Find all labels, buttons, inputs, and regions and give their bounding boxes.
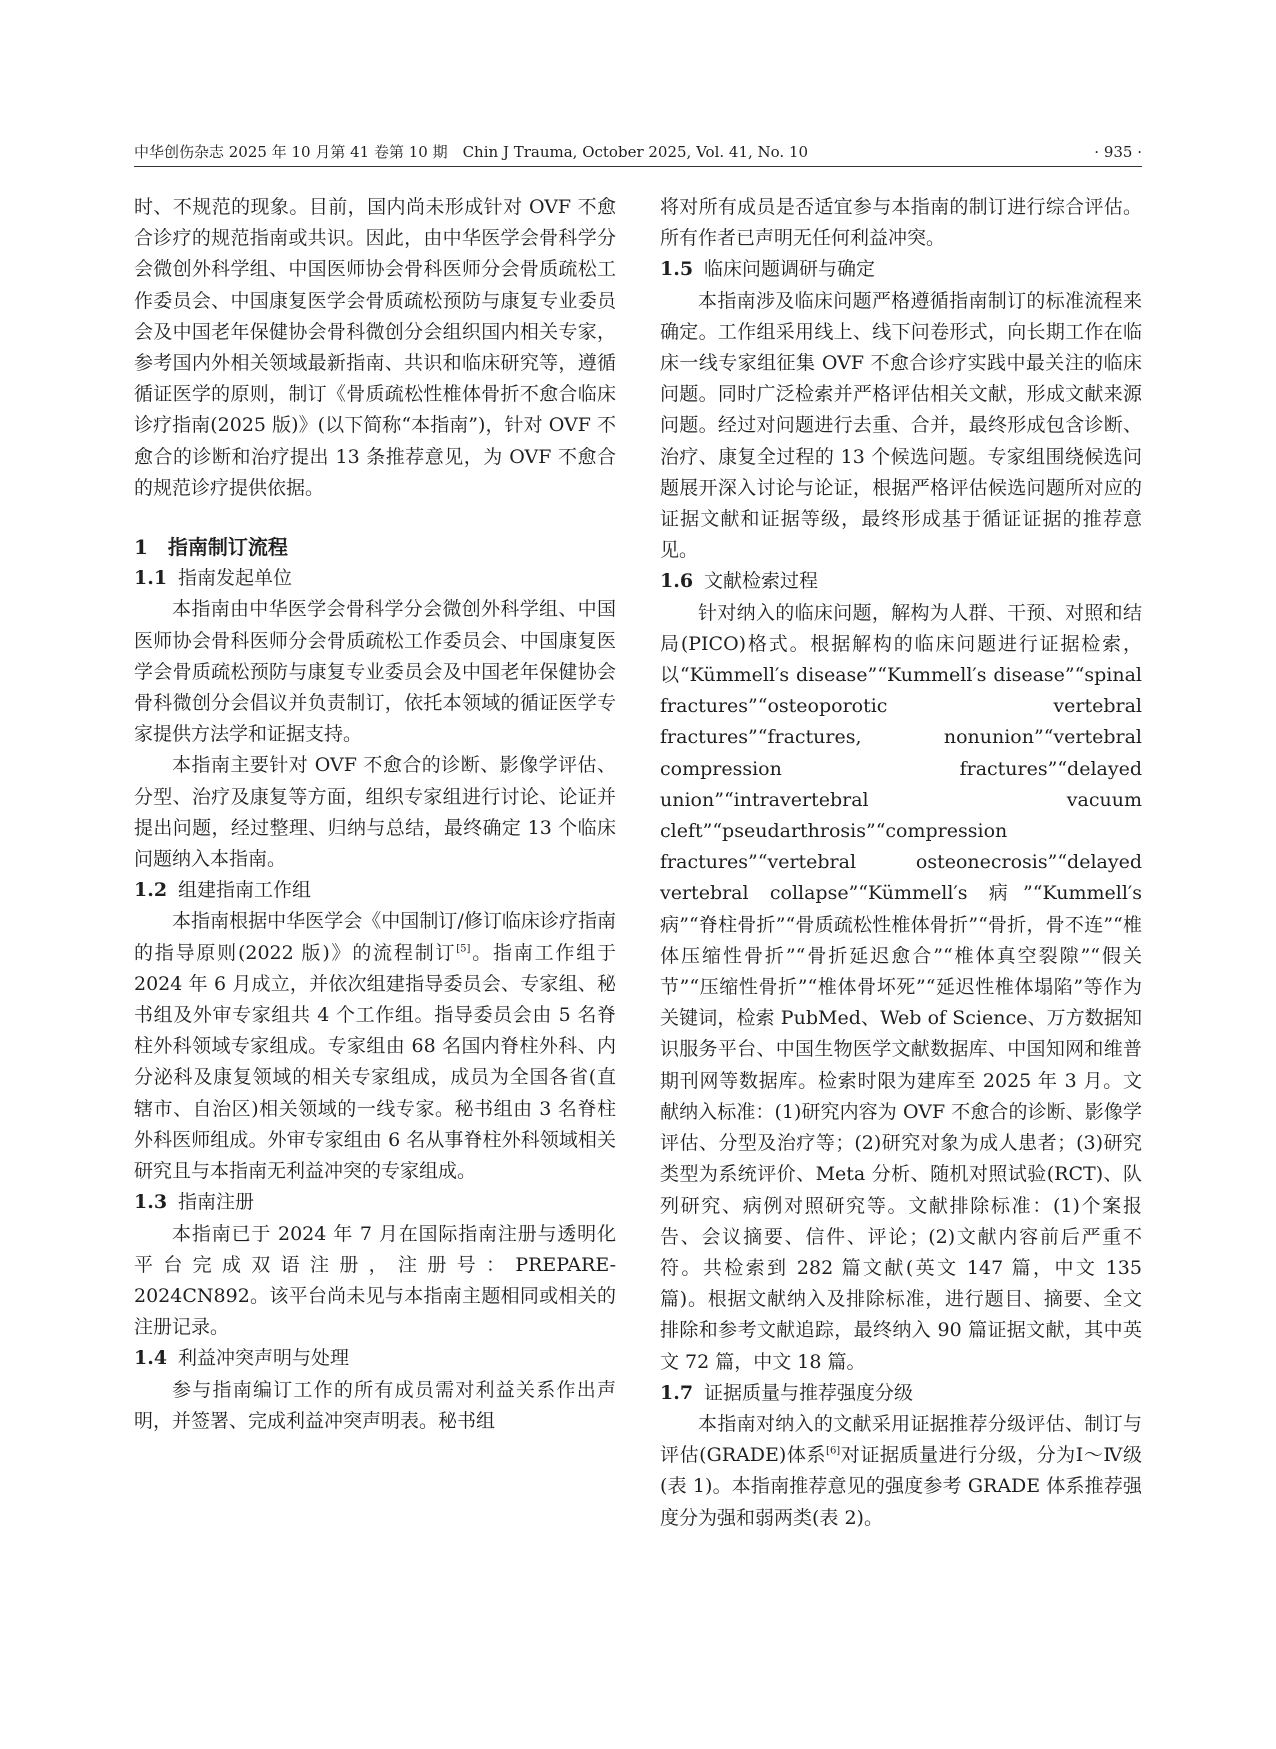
paragraph bbox=[660, 1409, 1142, 1534]
subsection-number: 1.1 bbox=[134, 567, 168, 590]
subsection-title: 临床问题调研与确定 bbox=[704, 258, 876, 281]
paragraph-text: 本指南根据中华医学会《中国制订/修订临床诊疗指南的指导原则(2022 版)》的流程制订 bbox=[134, 910, 616, 964]
subsection-heading-1-3 bbox=[134, 1187, 616, 1218]
paragraph: 针对纳入的临床问题，解构为人群、干预、对照和结局(PICO)格式。根据解构的临床问题进行证据检索，以“Kümmell′s disease”“Kummell′s disease”“spinal fractures”“osteoporotic vertebral fractures”“fractures, nonunion”“vertebral compression fractures”“delayed union”“intravertebral vacuum cleft”“pseudarthrosis”“compression fractures”“vertebral osteonecrosis”“delayed vertebral collapse”“Kümmell′s 病”“Kummell′s 病”“脊柱骨折”“骨质疏松性椎体骨折”“骨折，骨不连”“椎体压缩性骨折”“骨折延迟愈合”“椎体真空裂隙”“假关节”“压缩性骨折”“椎体骨坏死”“延迟性椎体塌陷”等作为关键词，检索 PubMed、Web of Science、万方数据知识服务平台、中国生物医学文献数据库、中国知网和维普期刊网等数据库。检索时限为建库至 2025 年 3 月。文献纳入标准：(1)研究内容为 OVF 不愈合的诊断、影像学评估、分型及治疗等；(2)研究对象为成人患者；(3)研究类型为系统评价、Meta 分析、随机对照试验(RCT)、队列研究、病例对照研究等。文献排除标准：(1)个案报告、会议摘要、信件、评论；(2)文献内容前后严重不符。共检索到 282 篇文献(英文 147 篇，中文 135 篇)。根据文献纳入及排除标准，进行题目、摘要、全文排除和参考文献追踪，最终纳入 90 篇证据文献，其中英文 72 篇，中文 18 篇。 bbox=[660, 601, 1142, 1373]
paragraph-continued: 将对所有成员是否适宜参与本指南的制订进行综合评估。所有作者已声明无任何利益冲突。 bbox=[660, 196, 1142, 250]
intro-paragraph: 时、不规范的现象。目前，国内尚未形成针对 OVF 不愈合诊疗的规范指南或共识。因此，由中华医学会骨科学分会微创外科学组、中国医师协会骨科医师分会骨质疏松工作委员会、中国康复医学会骨质疏松预防与康复专业委员会及中国老年保健协会骨科微创分会组织国内相关专家，参考国内外相关领域最新指南、共识和临床研究等，遵循循证医学的原则，制订《骨质疏松性椎体骨折不愈合临床诊疗指南(2025 版)》(以下简称“本指南”)，针对 OVF 不愈合的诊断和治疗提出 13 条推荐意见，为 OVF 不愈合的规范诊疗提供依据。 bbox=[134, 196, 616, 499]
subsection-title: 利益冲突声明与处理 bbox=[178, 1347, 350, 1370]
citation-ref[interactable]: [6] bbox=[826, 1445, 841, 1457]
subsection-title: 指南发起单位 bbox=[178, 567, 293, 590]
subsection-title: 组建指南工作组 bbox=[178, 879, 312, 902]
paragraph: 本指南涉及临床问题严格遵循指南制订的标准流程来确定。工作组采用线上、线下问卷形式，向长期工作在临床一线专家组征集 OVF 不愈合诊疗实践中最关注的临床问题。同时广泛检索并严格评估相关文献，形成文献来源问题。经过对问题进行去重、合并，最终形成包含诊断、治疗、康复全过程的 13 个候选问题。专家组围绕候选问题展开深入讨论与论证，根据严格评估候选问题所对应的证据文献和证据等级，最终形成基于循证证据的推荐意见。 bbox=[660, 289, 1142, 562]
subsection-heading-1-4 bbox=[134, 1343, 616, 1374]
section-heading-1: 1 指南制订流程 bbox=[134, 535, 288, 560]
paragraph-text: 。指南工作组于 2024 年 6 月成立，并依次组建指导委员会、专家组、秘书组及外审专家组共 4 个工作组。指导委员会由 5 名脊柱外科领域专家组成。专家组由 68 名国内脊柱外科、内分泌科及康复领域的相关专家组成，成员为全国各省(直辖市、自治区)相关领域的一线专家。秘书组由 3 名脊柱外科医师组成。外审专家组由 6 名从事脊柱外科领域相关研究且与本指南无利益冲突的专家组成。 bbox=[134, 941, 616, 1183]
subsection-title: 指南注册 bbox=[178, 1191, 255, 1214]
subsection-number: 1.2 bbox=[134, 879, 168, 902]
subsection-heading-1-6 bbox=[660, 566, 1142, 597]
subsection-heading-1-2 bbox=[134, 875, 616, 906]
subsection-number: 1.4 bbox=[134, 1347, 168, 1370]
right-column bbox=[660, 192, 1142, 1534]
page-number: · 935 · bbox=[1094, 143, 1142, 161]
subsection-title: 文献检索过程 bbox=[704, 570, 819, 593]
paragraph: 本指南由中华医学会骨科学分会微创外科学组、中国医师协会骨科医师分会骨质疏松工作委员会、中国康复医学会骨质疏松预防与康复专业委员会及中国老年保健协会骨科微创分会倡议并负责制订，依托本领域的循证医学专家提供方法学和证据支持。 bbox=[134, 598, 616, 746]
paragraph: 本指南已于 2024 年 7 月在国际指南注册与透明化平台完成双语注册，注册号：PREPARE-2024CN892。该平台尚未见与本指南主题相同或相关的注册记录。 bbox=[134, 1222, 616, 1339]
paragraph-text: 对证据质量进行分级，分为Ⅰ～Ⅳ级(表 1)。本指南推荐意见的强度参考 GRADE 体系推荐强度分为强和弱两类(表 2)。 bbox=[660, 1444, 1142, 1529]
paragraph: 本指南主要针对 OVF 不愈合的诊断、影像学评估、分型、治疗及康复等方面，组织专家组进行讨论、论证并提出问题，经过整理、归纳与总结，最终确定 13 个临床问题纳入本指南。 bbox=[134, 754, 616, 871]
subsection-number: 1.3 bbox=[134, 1191, 168, 1214]
subsection-number: 1.6 bbox=[660, 570, 694, 593]
subsection-heading-1-5 bbox=[660, 254, 1142, 285]
left-column bbox=[134, 192, 616, 1437]
paragraph bbox=[134, 906, 616, 1187]
subsection-title: 证据质量与推荐强度分级 bbox=[704, 1381, 914, 1404]
journal-citation: 中华创伤杂志 2025 年 10 月第 41 卷第 10 期 Chin J Trauma, October 2025, Vol. 41, No. 10 bbox=[134, 143, 809, 161]
citation-ref[interactable]: [5] bbox=[456, 943, 471, 955]
paragraph-text: 本指南对纳入的文献采用证据推荐分级评估、制订与评估(GRADE)体系 bbox=[660, 1412, 1142, 1467]
subsection-heading-1-1 bbox=[134, 563, 616, 594]
subsection-number: 1.5 bbox=[660, 258, 694, 281]
paragraph: 参与指南编订工作的所有成员需对利益关系作出声明，并签署、完成利益冲突声明表。秘书组 bbox=[134, 1378, 616, 1432]
running-header bbox=[134, 141, 1142, 167]
subsection-number: 1.7 bbox=[660, 1381, 694, 1404]
subsection-heading-1-7 bbox=[660, 1378, 1142, 1409]
header-rule bbox=[134, 166, 1142, 167]
